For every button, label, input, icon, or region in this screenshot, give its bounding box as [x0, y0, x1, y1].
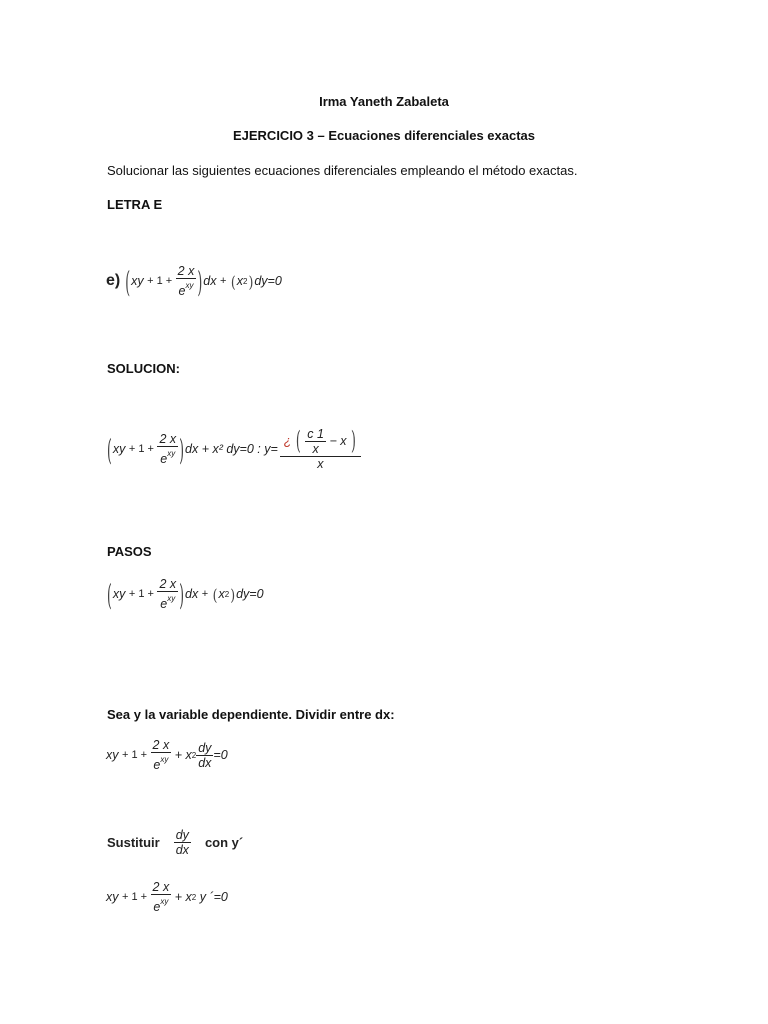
step2-text-a: Sustituir	[107, 835, 160, 850]
solucion-label: SOLUCION:	[107, 361, 180, 376]
step1-equation: xy + 1 + $\frac{2 x}{e^{xy}}$ + x 2 $\frac{dy}{dx}$ =0	[106, 738, 228, 772]
problem-equation: e) ( xy + 1 + $\frac{2 x}{e^{xy}}$ ) dx + ( x 2 ) dy=0	[106, 263, 282, 299]
section-letter: LETRA E	[107, 197, 163, 212]
pasos-label: PASOS	[107, 544, 152, 559]
page-title: EJERCICIO 3 – Ecuaciones diferenciales exactas	[232, 128, 536, 143]
step1-text: Sea y la variable dependiente. Dividir entre dx:	[107, 707, 395, 722]
pasos-equation: ( xy + 1 + $\frac{2 x}{e^{xy}}$ ) dx + ( x 2 ) dy=0	[107, 576, 264, 612]
inv-question-glyph: ¿	[283, 433, 292, 448]
author-name: Irma Yaneth Zabaleta	[319, 94, 449, 109]
problem-label: e)	[106, 272, 121, 289]
step2-line: Sustituir $\frac{dy}{dx}$ con y´	[107, 828, 244, 857]
step2-equation: xy + 1 + $\frac{2 x}{e^{xy}}$ + x 2 y ´ =0	[106, 880, 228, 914]
intro-text: Solucionar las siguientes ecuaciones diferenciales empleando el método exactas.	[107, 163, 578, 178]
step2-text-b: con y´	[204, 835, 244, 850]
solution-equation: ( xy + 1 + $\frac{2 x}{e^{xy}}$ ) dx + x² dy=0 : y= ¿ ( $\frac{c 1}{x}$ − x ) x	[106, 427, 361, 471]
